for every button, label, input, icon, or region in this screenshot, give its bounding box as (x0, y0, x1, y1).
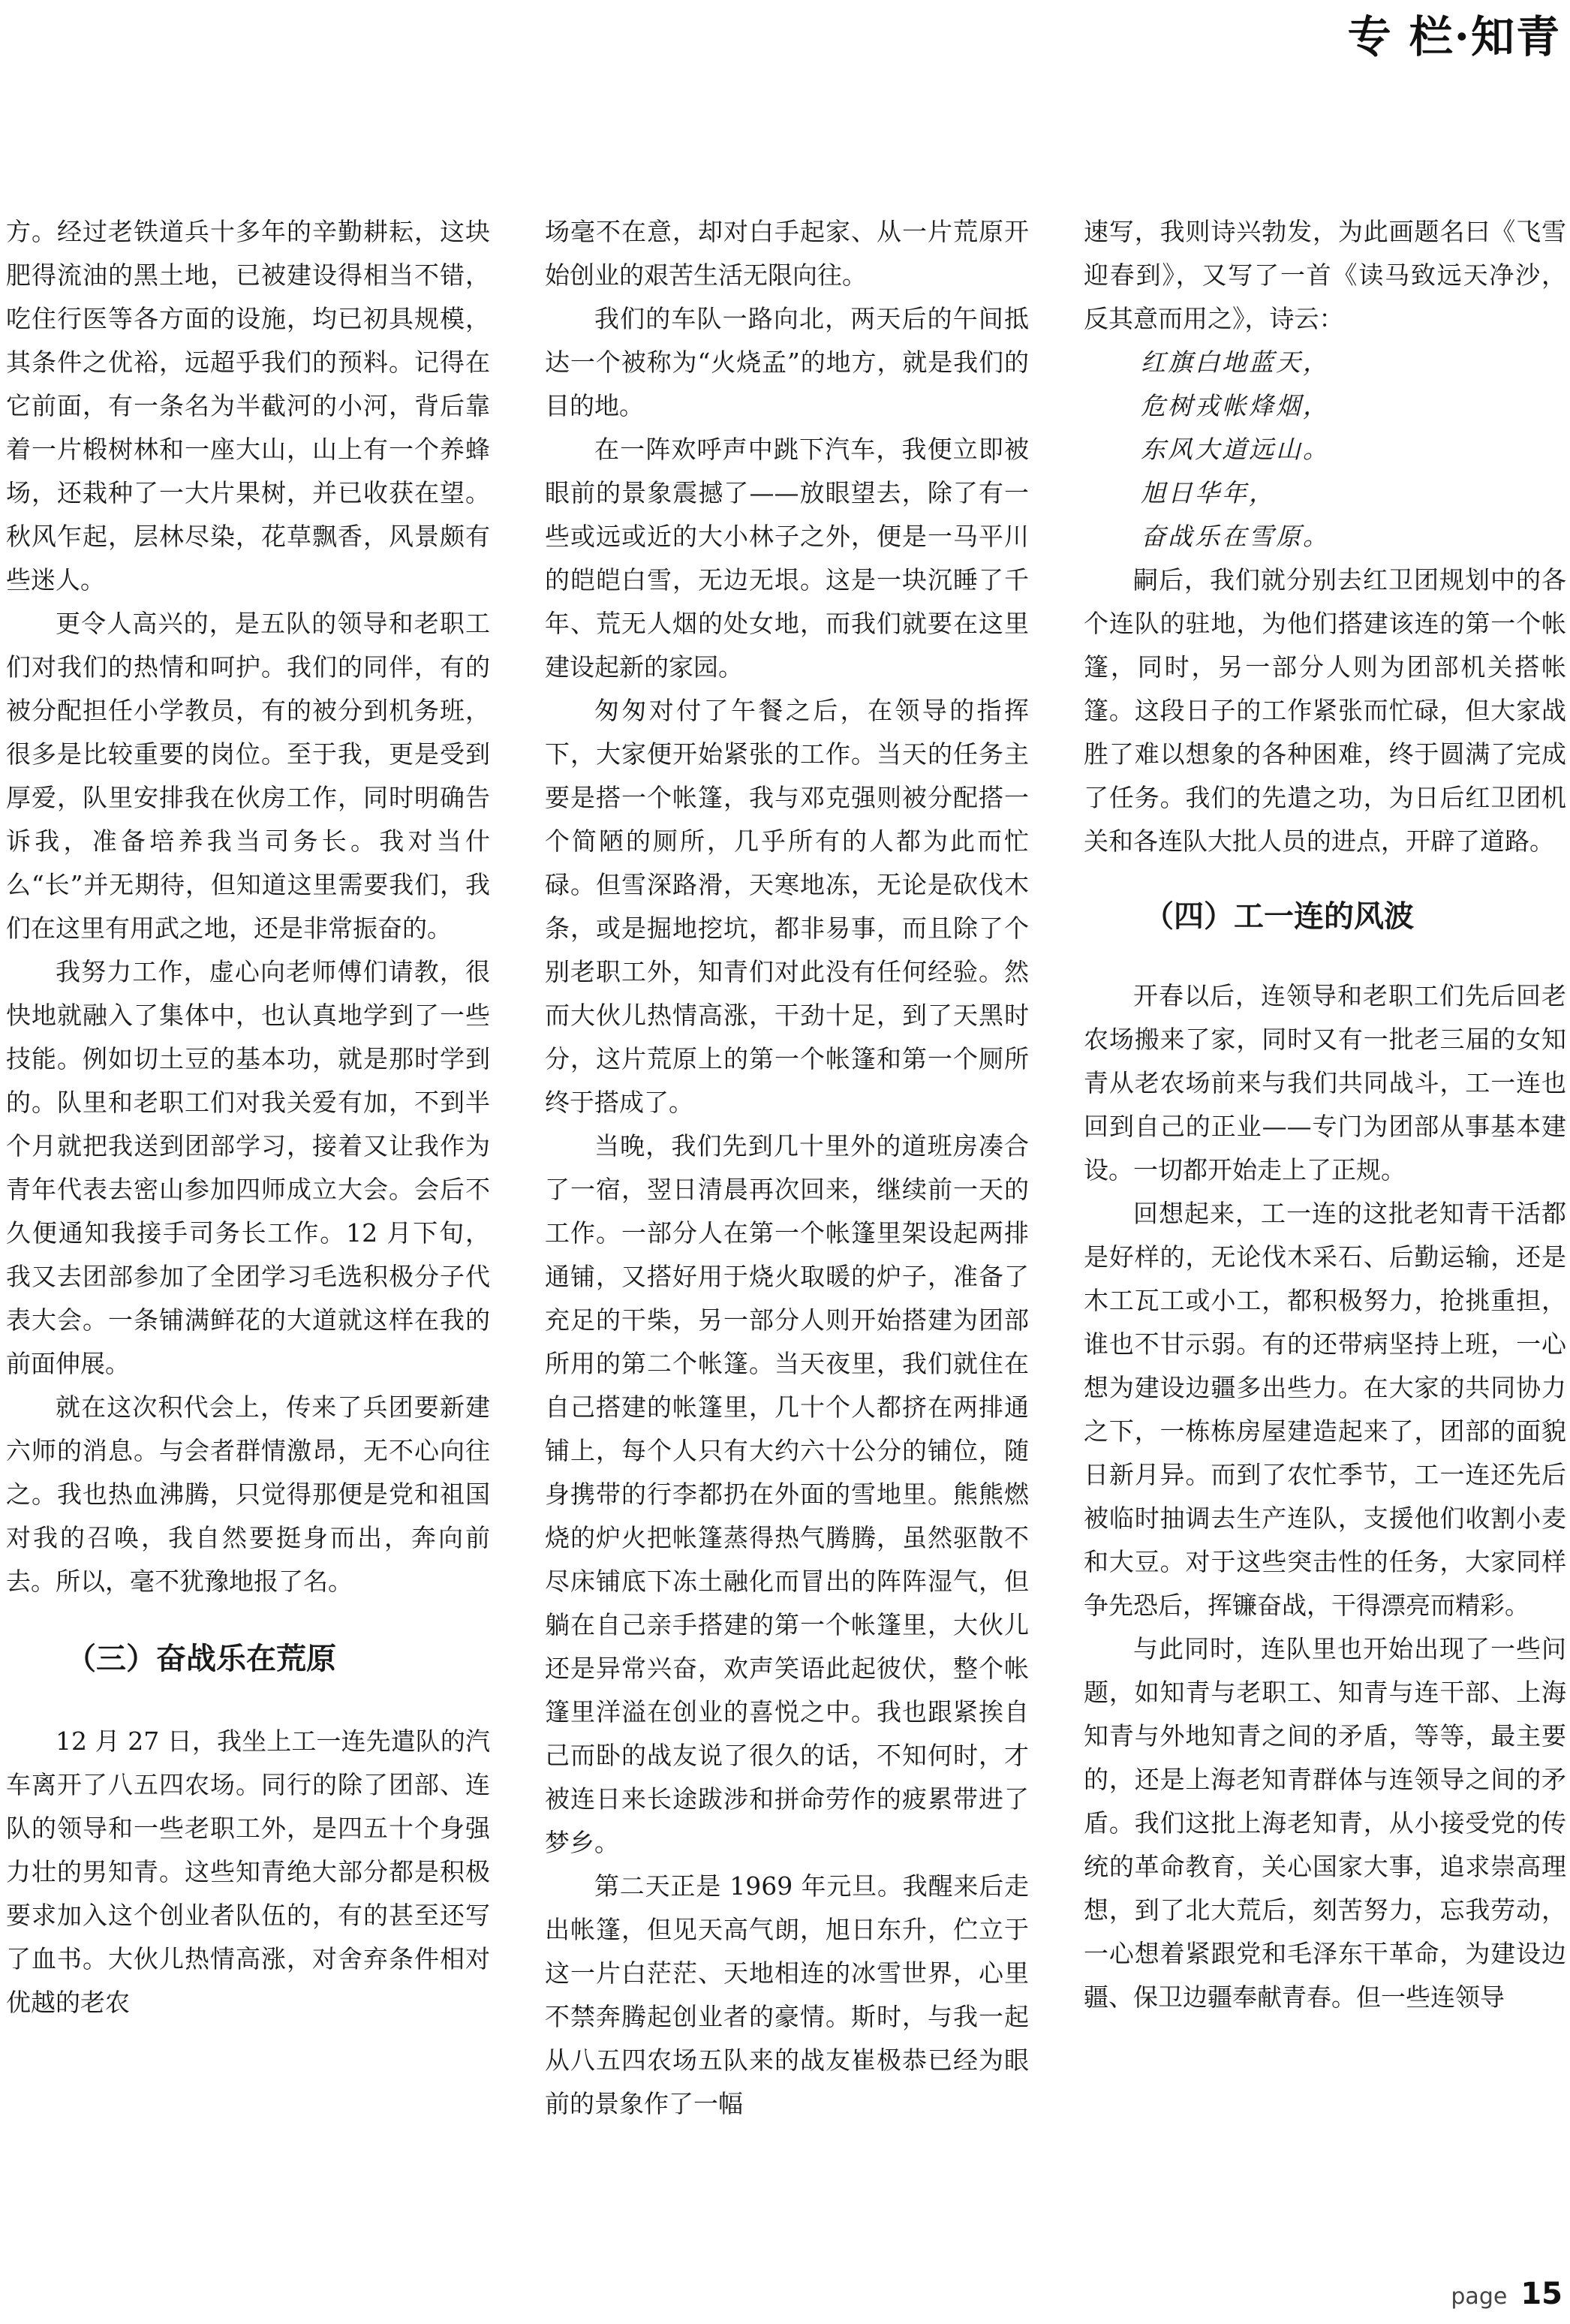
paragraph: 当晚，我们先到几十里外的道班房凑合了一宿，翌日清晨再次回来，继续前一天的工作。一部分人在第一个帐篷里架设起两排通铺，又搭好用于烧火取暖的炉子，准备了充足的干柴，另一部分人则开始搭建为团部所用的第二个帐篷。当天夜里，我们就住在自己搭建的帐篷里，几十个人都挤在两排通铺上，每个人只有大约六十公分的铺位，随身携带的行李都扔在外面的雪地里。熊熊燃烧的炉火把帐篷蒸得热气腾腾，虽然驱散不尽床铺底下冻土融化而冒出的阵阵湿气，但躺在自己亲手搭建的第一个帐篷里，大伙儿还是异常兴奋，欢声笑语此起彼伏，整个帐篷里洋溢在创业的喜悦之中。我也跟紧挨自己而卧的战友说了很久的话，不知何时，才被连日来长途跋涉和拼命劳作的疲累带进了梦乡。 (545, 1131, 1029, 1857)
section-heading: （四）工一连的风波 (1144, 899, 1414, 934)
paragraph: 匆匆对付了午餐之后，在领导的指挥下，大家便开始紧张的工作。当天的任务主要是搭一个帐篷，我与邓克强则被分配搭一个简陋的厕所，几乎所有的人都为此而忙碌。但雪深路滑，天寒地冻，无论是砍伐木条，或是掘地挖坑，都非易事，而且除了个别老职工外，知青们对此没有任何经验。然而大伙儿热情高涨，干劲十足，到了天黑时分，这片荒原上的第一个帐篷和第一个厕所终于搭成了。 (545, 696, 1029, 1117)
article-column-1 (6, 210, 490, 2024)
article-column-3 (1084, 210, 1566, 2019)
poem-line: 奋战乐在雪原。 (1141, 522, 1330, 551)
section-heading: （三）奋战乐在荒原 (66, 1642, 336, 1676)
poem-line: 旭日华年， (1141, 478, 1276, 507)
poem-line: 红旗白地蓝天， (1141, 348, 1330, 377)
paragraph: 方。经过老铁道兵十多年的辛勤耕耘，这块肥得流油的黑土地，已被建设得相当不错，吃住行医等各方面的设施，均已初具规模，其条件之优裕，远超乎我们的预料。记得在它前面，有一条名为半截河的小河，背后靠着一片椴树林和一座大山，山上有一个养蜂场，还栽种了一大片果树，并已收获在望。秋风乍起，层林尽染，花草飘香，风景颇有些迷人。 (6, 217, 490, 595)
article-column-2 (545, 210, 1029, 2126)
paragraph: 速写，我则诗兴勃发，为此画题名曰《飞雪迎春到》，又写了一首《读马致远天净沙，反其意而用之》，诗云： (1084, 217, 1566, 333)
poem-line: 东风大道远山。 (1141, 435, 1330, 464)
paragraph: 回想起来，工一连的这批老知青干活都是好样的，无论伐木采石、后勤运输，还是木工瓦工或小工，都积极努力，抢挑重担，谁也不甘示弱。有的还带病坚持上班，一心想为建设边疆多出些力。在大家的共同协力之下，一栋栋房屋建造起来了，团部的面貌日新月异。而到了农忙季节，工一连还先后被临时抽调去生产连队，支援他们收割小麦和大豆。对于这些突击性的任务，大家同样争先恐后，挥镰奋战，干得漂亮而精彩。 (1084, 1199, 1566, 1620)
paragraph: 场毫不在意，却对白手起家、从一片荒原开始创业的艰苦生活无限向往。 (545, 217, 1029, 290)
paragraph: 第二天正是 1969 年元旦。我醒来后走出帐篷，但见天高气朗，旭日东升，伫立于这一片白茫茫、天地相连的冰雪世界，心里不禁奔腾起创业者的豪情。斯时，与我一起从八五四农场五队来的战友崔极恭已经为眼前的景象作了一幅 (545, 1871, 1029, 2118)
paragraph: 开春以后，连领导和老职工们先后回老农场搬来了家，同时又有一批老三届的女知青从老农场前来与我们共同战斗，工一连也回到自己的正业——专门为团部从事基本建设。一切都开始走上了正规。 (1084, 981, 1566, 1185)
paragraph: 我们的车队一路向北，两天后的午间抵达一个被称为“火烧孟”的地方，就是我们的目的地。 (545, 304, 1029, 420)
poem-line: 危树戎帐烽烟， (1141, 391, 1330, 420)
paragraph: 在一阵欢呼声中跳下汽车，我便立即被眼前的景象震撼了——放眼望去，除了有一些或远或近的大小林子之外，便是一马平川的皑皑白雪，无边无垠。这是一块沉睡了千年、荒无人烟的处女地，而我们就要在这里建设起新的家园。 (545, 435, 1029, 682)
page-number: 15 (1520, 2277, 1562, 2311)
paragraph: 我努力工作，虚心向老师傅们请教，很快地就融入了集体中，也认真地学到了一些技能。例如切土豆的基本功，就是那时学到的。队里和老职工们对我关爱有加，不到半个月就把我送到团部学习，接着又让我作为青年代表去密山参加四师成立大会。会后不久便通知我接手司务长工作。12 月下旬，我又去团部参加了全团学习毛选积极分子代表大会。一条铺满鲜花的大道就这样在我的前面伸展。 (6, 957, 490, 1378)
paragraph: 更令人高兴的，是五队的领导和老职工们对我们的热情和呵护。我们的同伴，有的被分配担任小学教员，有的被分到机务班，很多是比较重要的岗位。至于我，更是受到厚爱，队里安排我在伙房工作，同时明确告诉我，准备培养我当司务长。我对当什么“长”并无期待，但知道这里需要我们，我们在这里有用武之地，还是非常振奋的。 (6, 609, 490, 943)
page-label: page (1451, 2283, 1508, 2310)
page-footer (1451, 2274, 1562, 2313)
paragraph: 12 月 27 日，我坐上工一连先遣队的汽车离开了八五四农场。同行的除了团部、连队的领导和一些老职工外，是四五十个身强力壮的男知青。这些知青绝大部分都是积极要求加入这个创业者队伍的，有的甚至还写了血书。大伙儿热情高涨，对舍弃条件相对优越的老农 (6, 1726, 490, 2017)
paragraph: 就在这次积代会上，传来了兵团要新建六师的消息。与会者群情激昂，无不心向往之。我也热血沸腾，只觉得那便是党和祖国对我的召唤，我自然要挺身而出，奔向前去。所以，毫不犹豫地报了名。 (6, 1392, 490, 1596)
paragraph: 与此同时，连队里也开始出现了一些问题，如知青与老职工、知青与连干部、上海知青与外地知青之间的矛盾，等等，最主要的，还是上海老知青群体与连领导之间的矛盾。我们这批上海老知青，从小接受党的传统的革命教育，关心国家大事，追求崇高理想，到了北大荒后，刻苦努力，忘我劳动，一心想着紧跟党和毛泽东干革命，为建设边疆、保卫边疆奉献青春。但一些连领导 (1084, 1634, 1566, 2012)
section-header: 专 栏·知青 (1347, 11, 1561, 62)
paragraph: 嗣后，我们就分别去红卫团规划中的各个连队的驻地，为他们搭建该连的第一个帐篷，同时，另一部分人则为团部机关搭帐篷。这段日子的工作紧张而忙碌，但大家战胜了难以想象的各种困难，终于圆满了完成了任务。我们的先遣之功，为日后红卫团机关和各连队大批人员的进点，开辟了道路。 (1084, 565, 1566, 856)
